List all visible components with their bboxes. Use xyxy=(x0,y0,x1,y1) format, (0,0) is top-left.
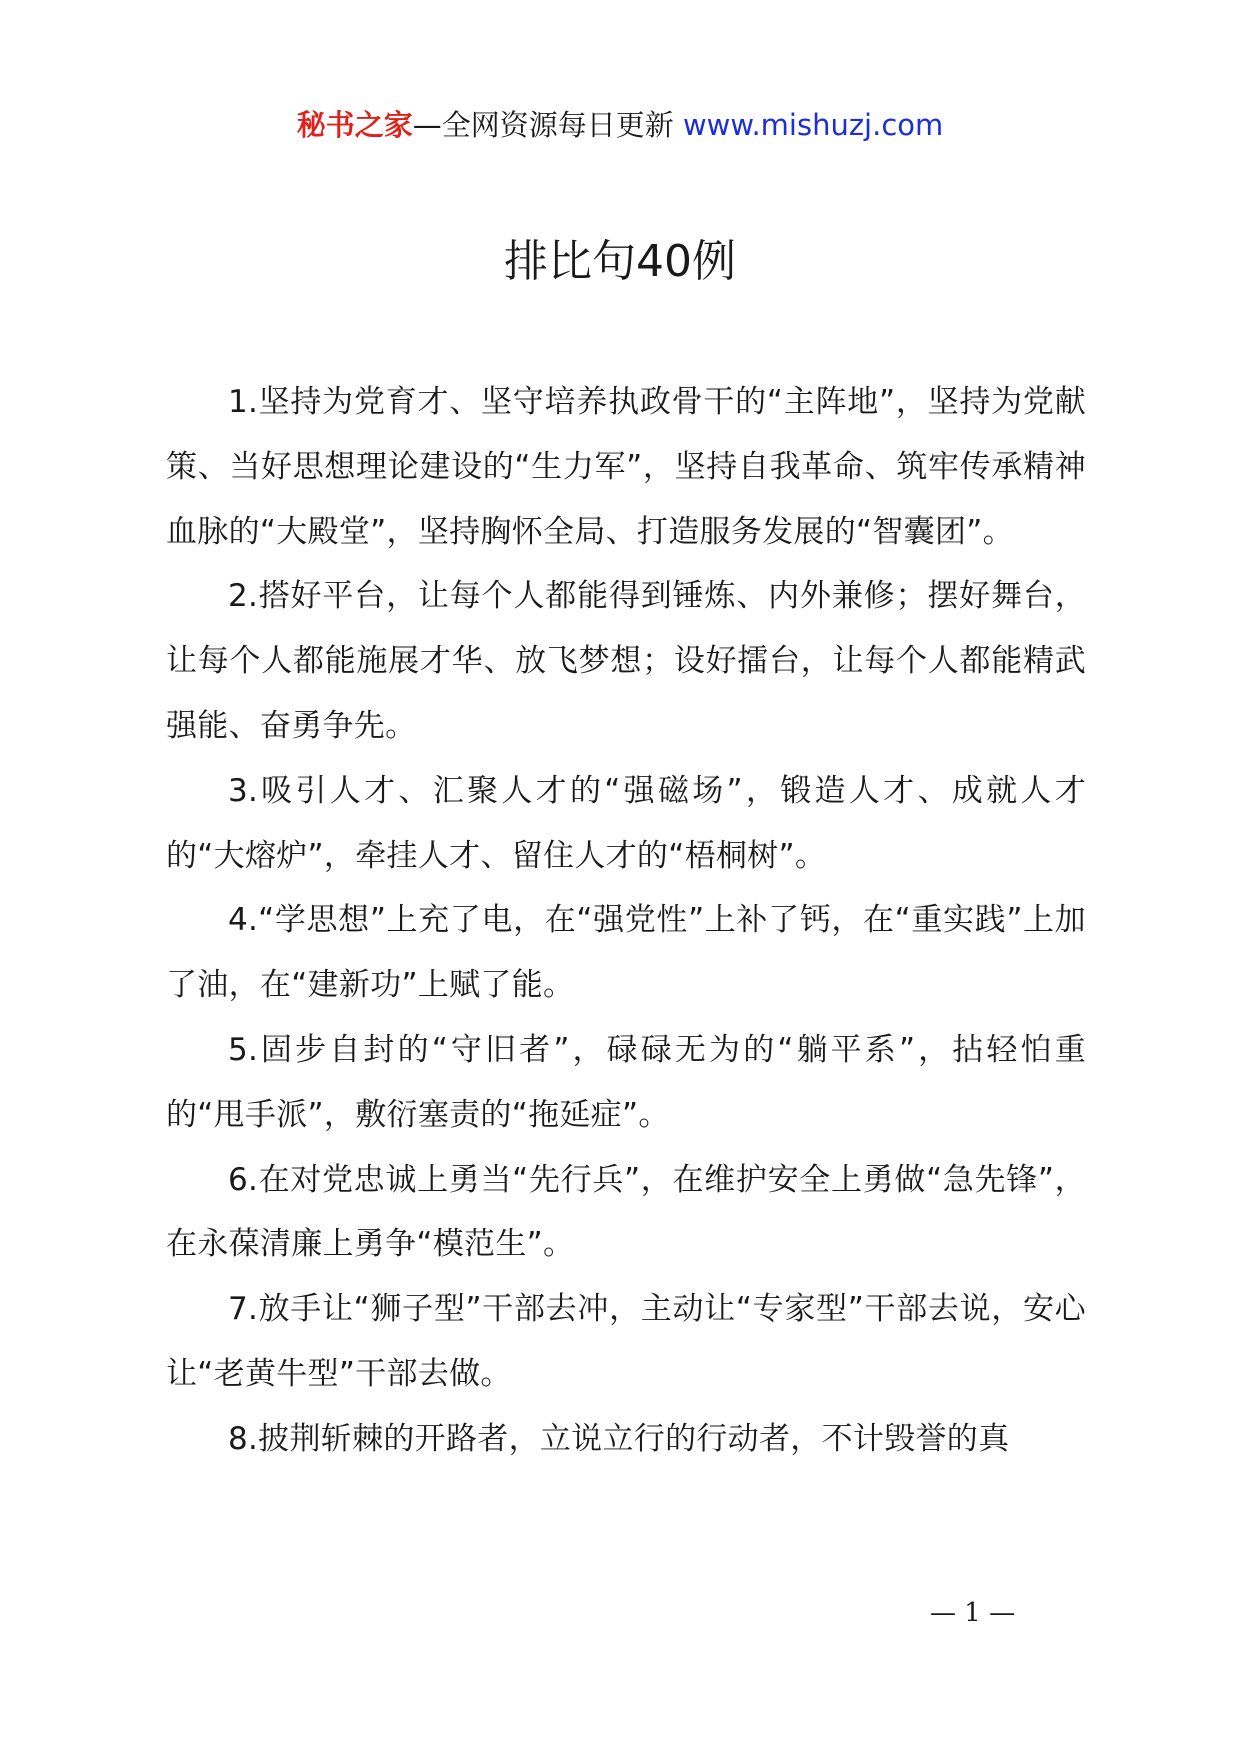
paragraph: 8.披荆斩棘的开路者，立说立行的行动者，不计毁誉的真 xyxy=(228,1420,1010,1457)
paragraph: 4.“学思想”上充了电，在“强党性”上补了钙，在“重实践”上加了油，在“建新功”上赋了能。 xyxy=(166,902,1086,1004)
document-title: 排比句40例 xyxy=(504,236,736,287)
paragraph: 1.坚持为党育才、坚守培养执政骨干的“主阵地”，坚持为党献策、当好思想理论建设的“生力军”，坚持自我革命、筑牢传承精神血脉的“大殿堂”，坚持胸怀全局、打造服务发展的“智囊团”。 xyxy=(166,384,1086,550)
paragraph: 7.放手让“狮子型”干部去冲，主动让“专家型”干部去说，安心让“老黄牛型”干部去做。 xyxy=(166,1291,1086,1392)
site-tagline: —全网资源每日更新 xyxy=(412,108,674,142)
paragraph: 6.在对党忠诚上勇当“先行兵”，在维护安全上勇做“急先锋”，在永葆清廉上勇争“模范生”。 xyxy=(166,1161,1086,1263)
paragraph: 2.搭好平台，让每个人都能得到锤炼、内外兼修；摆好舞台，让每个人都能施展才华、放飞梦想；设好擂台，让每个人都能精武强能、奋勇争先。 xyxy=(166,578,1086,744)
page-number: — 1 — xyxy=(930,1598,1016,1628)
paragraph: 5.固步自封的“守旧者”，碌碌无为的“躺平系”，拈轻怕重的“甩手派”，敷衍塞责的“拖延症”。 xyxy=(166,1031,1086,1133)
site-header xyxy=(0,103,1240,147)
site-url-link[interactable]: www.mishuzj.com xyxy=(682,108,944,142)
document-body xyxy=(166,370,1086,1472)
paragraph: 3.吸引人才、汇聚人才的“强磁场”，锻造人才、成就人才的“大熔炉”，牵挂人才、留住人才的“梧桐树”。 xyxy=(166,772,1086,874)
site-brand: 秘书之家 xyxy=(296,108,413,142)
